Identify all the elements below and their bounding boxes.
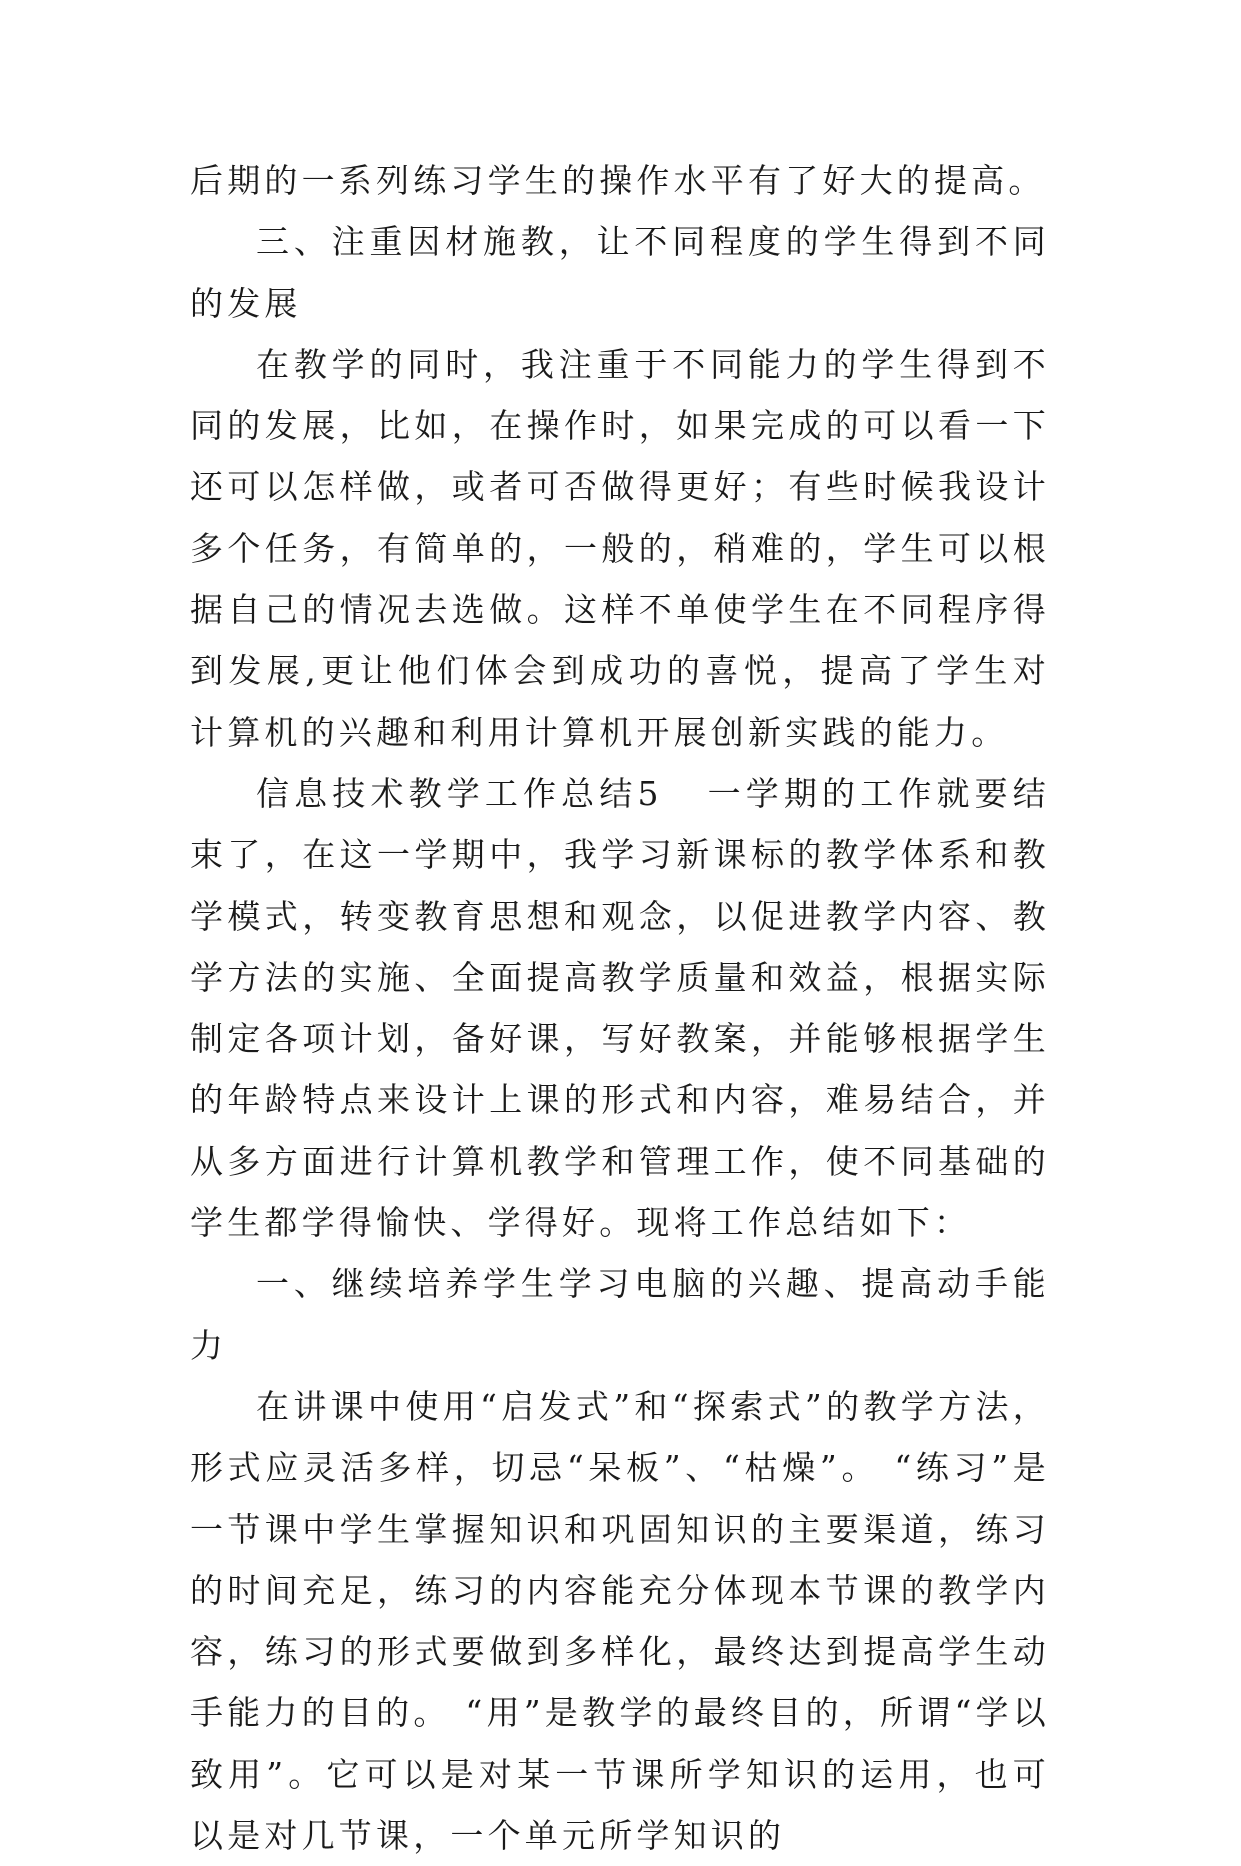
paragraph-continuation: 后期的一系列练习学生的操作水平有了好大的提高。 (190, 161, 1046, 200)
section-heading-1: 一、继续培养学生学习电脑的兴趣、提高动手能力 (190, 1264, 1050, 1365)
summary-intro-paragraph (190, 763, 1050, 1253)
document-page (190, 150, 1050, 1866)
paragraph-body-1: 在讲课中使用“启发式”和“探索式”的教学方法，形式应灵活多样，切忌“呆板”、“枯燥”。 “练习”是一节课中学生掌握知识和巩固知识的主要渠道，练习的时间充足，练习的内容能充分体现本节课的教学内容，练习的形式要做到多样化，最终达到提高学生动手能力的目的。 “用”是教学的最终目的，所谓“学以致用”。它可以是对某一节课所学知识的运用，也可以是对几节课，一个单元所学知识的 (190, 1386, 1050, 1856)
section-heading-3: 三、注重因材施教，让不同程度的学生得到不同的发展 (190, 222, 1050, 323)
summary-title: 信息技术教学工作总结5 (256, 773, 663, 813)
summary-intro-text: 一学期的工作就要结束了，在这一学期中，我学习新课标的教学体系和教学模式，转变教育思想和观念，以促进教学内容、教学方法的实施、全面提高教学质量和效益，根据实际制定各项计划，备好课，写好教案，并能够根据学生的年龄特点来设计上课的形式和内容，难易结合，并从多方面进行计算机教学和管理工作，使不同基础的学生都学得愉快、学得好。现将工作总结如下： (190, 773, 1050, 1243)
paragraph-body: 在教学的同时，我注重于不同能力的学生得到不同的发展，比如，在操作时，如果完成的可以看一下还可以怎样做，或者可否做得更好；有些时候我设计多个任务，有简单的，一般的，稍难的，学生可以根据自己的情况去选做。这样不单使学生在不同程序得到发展,更让他们体会到成功的喜悦，提高了学生对计算机的兴趣和利用计算机开展创新实践的能力。 (190, 344, 1050, 752)
